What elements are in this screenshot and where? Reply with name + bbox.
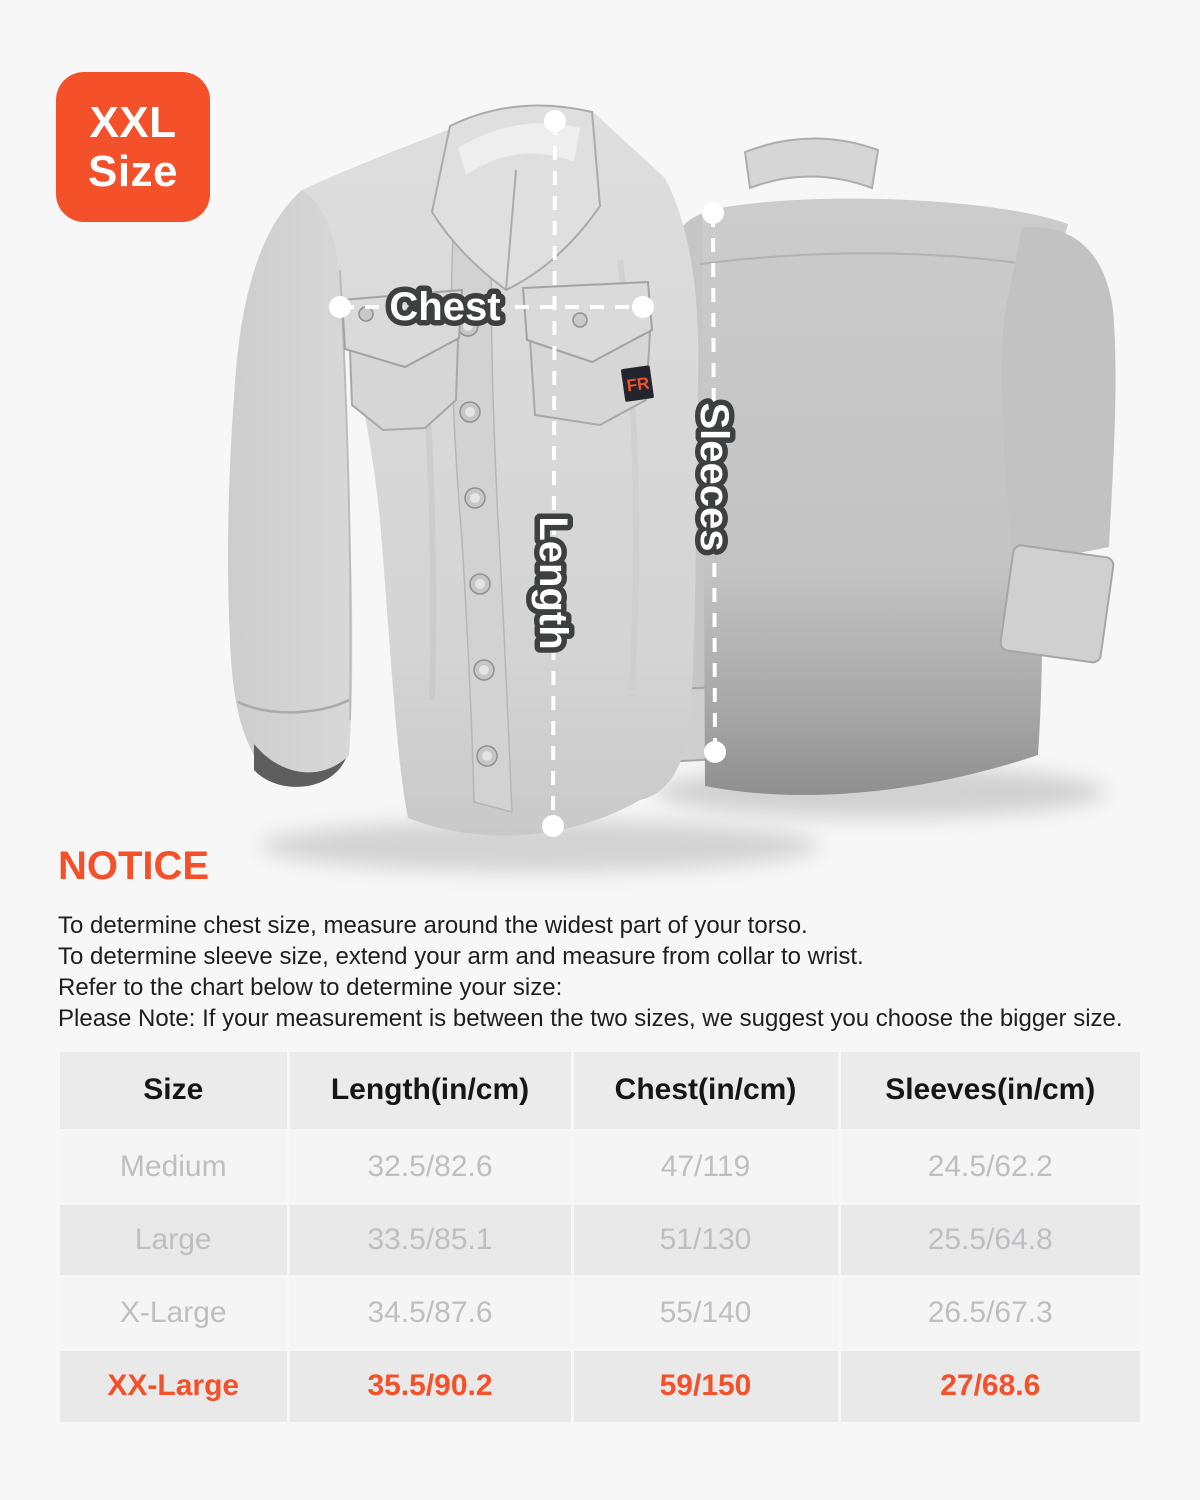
- chest-measure-label: Chest: [389, 285, 501, 329]
- table-row-medium: [60, 1130, 1140, 1203]
- cell-sleeves: 27/68.6: [839, 1349, 1140, 1422]
- cell-chest: 47/119: [572, 1130, 839, 1203]
- cell-length: 34.5/87.6: [288, 1276, 572, 1349]
- cell-sleeves: 24.5/62.2: [839, 1130, 1140, 1203]
- fr-logo: FR: [625, 373, 651, 396]
- cell-length: 32.5/82.6: [288, 1130, 572, 1203]
- notice-section: [58, 846, 1158, 1034]
- column-header-sleeves: Sleeves(in/cm): [839, 1052, 1140, 1130]
- size-chart-header-row: [60, 1052, 1140, 1130]
- fr-logo-tag: [621, 365, 654, 402]
- table-row-x-large: [60, 1276, 1140, 1349]
- cell-chest: 59/150: [572, 1349, 839, 1422]
- cell-length: 35.5/90.2: [288, 1349, 572, 1422]
- cell-chest: 55/140: [572, 1276, 839, 1349]
- table-row-xx-large-highlighted: [60, 1349, 1140, 1422]
- size-chart-table: [60, 1052, 1140, 1422]
- size-badge-line1: XXL: [89, 97, 177, 147]
- cell-size: X-Large: [60, 1276, 288, 1349]
- sleeves-measure-label: Sleeces: [692, 402, 736, 552]
- cell-size: XX-Large: [60, 1349, 288, 1422]
- cell-size: Large: [60, 1203, 288, 1276]
- cell-sleeves: 26.5/67.3: [839, 1276, 1140, 1349]
- column-header-size: Size: [60, 1052, 288, 1130]
- column-header-length: Length(in/cm): [288, 1052, 572, 1130]
- front-shirt: [228, 106, 698, 836]
- length-measure-label: Length: [531, 516, 575, 650]
- cell-length: 33.5/85.1: [288, 1203, 572, 1276]
- column-header-chest: Chest(in/cm): [572, 1052, 839, 1130]
- notice-title: NOTICE: [58, 844, 210, 888]
- notice-line: Please Note: If your measurement is between the two sizes, we suggest you choose the bigger size.: [58, 1005, 1123, 1032]
- cell-sleeves: 25.5/64.8: [839, 1203, 1140, 1276]
- size-badge-line2: Size: [87, 147, 179, 196]
- notice-line: Refer to the chart below to determine your size:: [58, 974, 563, 1001]
- cell-chest: 51/130: [572, 1203, 839, 1276]
- cell-size: Medium: [60, 1130, 288, 1203]
- table-row-large: [60, 1203, 1140, 1276]
- notice-line: To determine sleeve size, extend your arm and measure from collar to wrist.: [58, 943, 864, 970]
- notice-line: To determine chest size, measure around the widest part of your torso.: [58, 912, 808, 939]
